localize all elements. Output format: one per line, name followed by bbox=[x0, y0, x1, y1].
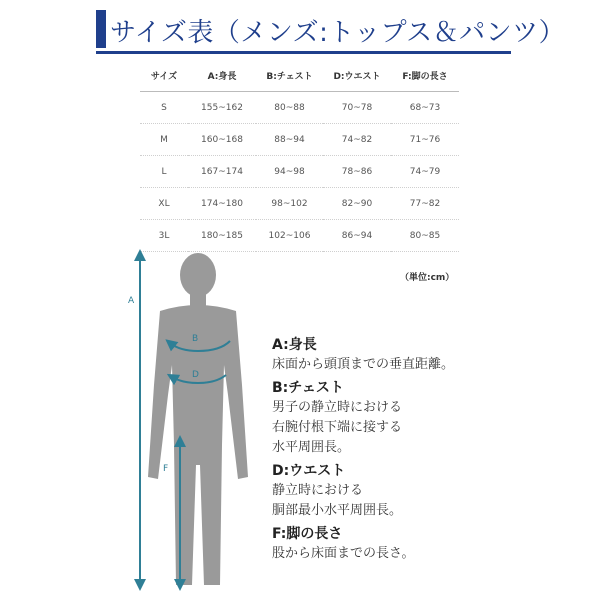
description-text: 床面から頭頂までの垂直距離。 bbox=[272, 357, 455, 372]
header-leg-length: F:脚の長さ bbox=[391, 60, 459, 92]
cell-leg-length: 74~79 bbox=[391, 156, 459, 188]
cell-waist: 82~90 bbox=[323, 188, 391, 220]
description-height bbox=[272, 336, 592, 375]
body-measurement-figure bbox=[120, 245, 260, 597]
cell-leg-length: 71~76 bbox=[391, 124, 459, 156]
unit-label: （単位:cm） bbox=[400, 273, 455, 283]
description-text: 胴部最小水平周囲長。 bbox=[272, 503, 403, 518]
body-silhouette bbox=[148, 253, 248, 585]
label-f: F bbox=[163, 464, 169, 474]
cell-height: 174~180 bbox=[188, 188, 256, 220]
cell-height: 155~162 bbox=[188, 92, 256, 124]
cell-size: L bbox=[140, 156, 188, 188]
title-accent-bar bbox=[96, 10, 106, 48]
description-text: 股から床面までの長さ。 bbox=[272, 546, 415, 561]
cell-chest: 102~106 bbox=[256, 220, 323, 252]
size-table bbox=[140, 60, 459, 252]
cell-size: 3L bbox=[140, 220, 188, 252]
cell-chest: 88~94 bbox=[256, 124, 323, 156]
cell-height: 180~185 bbox=[188, 220, 256, 252]
cell-chest: 80~88 bbox=[256, 92, 323, 124]
header-height: A:身長 bbox=[188, 60, 256, 92]
table-row bbox=[140, 92, 459, 124]
description-text: 男子の静立時における bbox=[272, 400, 403, 415]
measurement-descriptions bbox=[272, 336, 592, 568]
cell-waist: 78~86 bbox=[323, 156, 391, 188]
cell-size: XL bbox=[140, 188, 188, 220]
title-underline bbox=[96, 51, 511, 54]
description-heading: A:身長 bbox=[272, 337, 317, 353]
header-waist: D:ウエスト bbox=[323, 60, 391, 92]
description-chest bbox=[272, 379, 592, 458]
cell-leg-length: 77~82 bbox=[391, 188, 459, 220]
page-title: サイズ表（メンズ:トップス＆パンツ） bbox=[110, 18, 566, 48]
cell-chest: 94~98 bbox=[256, 156, 323, 188]
header-chest: B:チェスト bbox=[256, 60, 323, 92]
cell-chest: 98~102 bbox=[256, 188, 323, 220]
table-row bbox=[140, 188, 459, 220]
description-text: 右腕付根下端に接する bbox=[272, 420, 403, 435]
description-leg-length bbox=[272, 525, 592, 564]
table-row bbox=[140, 124, 459, 156]
label-b: B bbox=[192, 334, 199, 344]
table-row bbox=[140, 156, 459, 188]
label-d: D bbox=[192, 370, 199, 380]
description-heading: D:ウエスト bbox=[272, 463, 346, 479]
label-a: A bbox=[128, 296, 135, 306]
size-table-header-row bbox=[140, 60, 459, 92]
cell-leg-length: 68~73 bbox=[391, 92, 459, 124]
cell-height: 167~174 bbox=[188, 156, 256, 188]
cell-height: 160~168 bbox=[188, 124, 256, 156]
cell-waist: 74~82 bbox=[323, 124, 391, 156]
description-text: 静立時における bbox=[272, 483, 364, 498]
header-size: サイズ bbox=[140, 60, 188, 92]
description-heading: F:脚の長さ bbox=[272, 526, 343, 542]
description-text: 水平周囲長。 bbox=[272, 440, 351, 455]
cell-size: S bbox=[140, 92, 188, 124]
cell-waist: 70~78 bbox=[323, 92, 391, 124]
description-heading: B:チェスト bbox=[272, 380, 344, 396]
cell-waist: 86~94 bbox=[323, 220, 391, 252]
cell-size: M bbox=[140, 124, 188, 156]
description-waist bbox=[272, 462, 592, 521]
cell-leg-length: 80~85 bbox=[391, 220, 459, 252]
